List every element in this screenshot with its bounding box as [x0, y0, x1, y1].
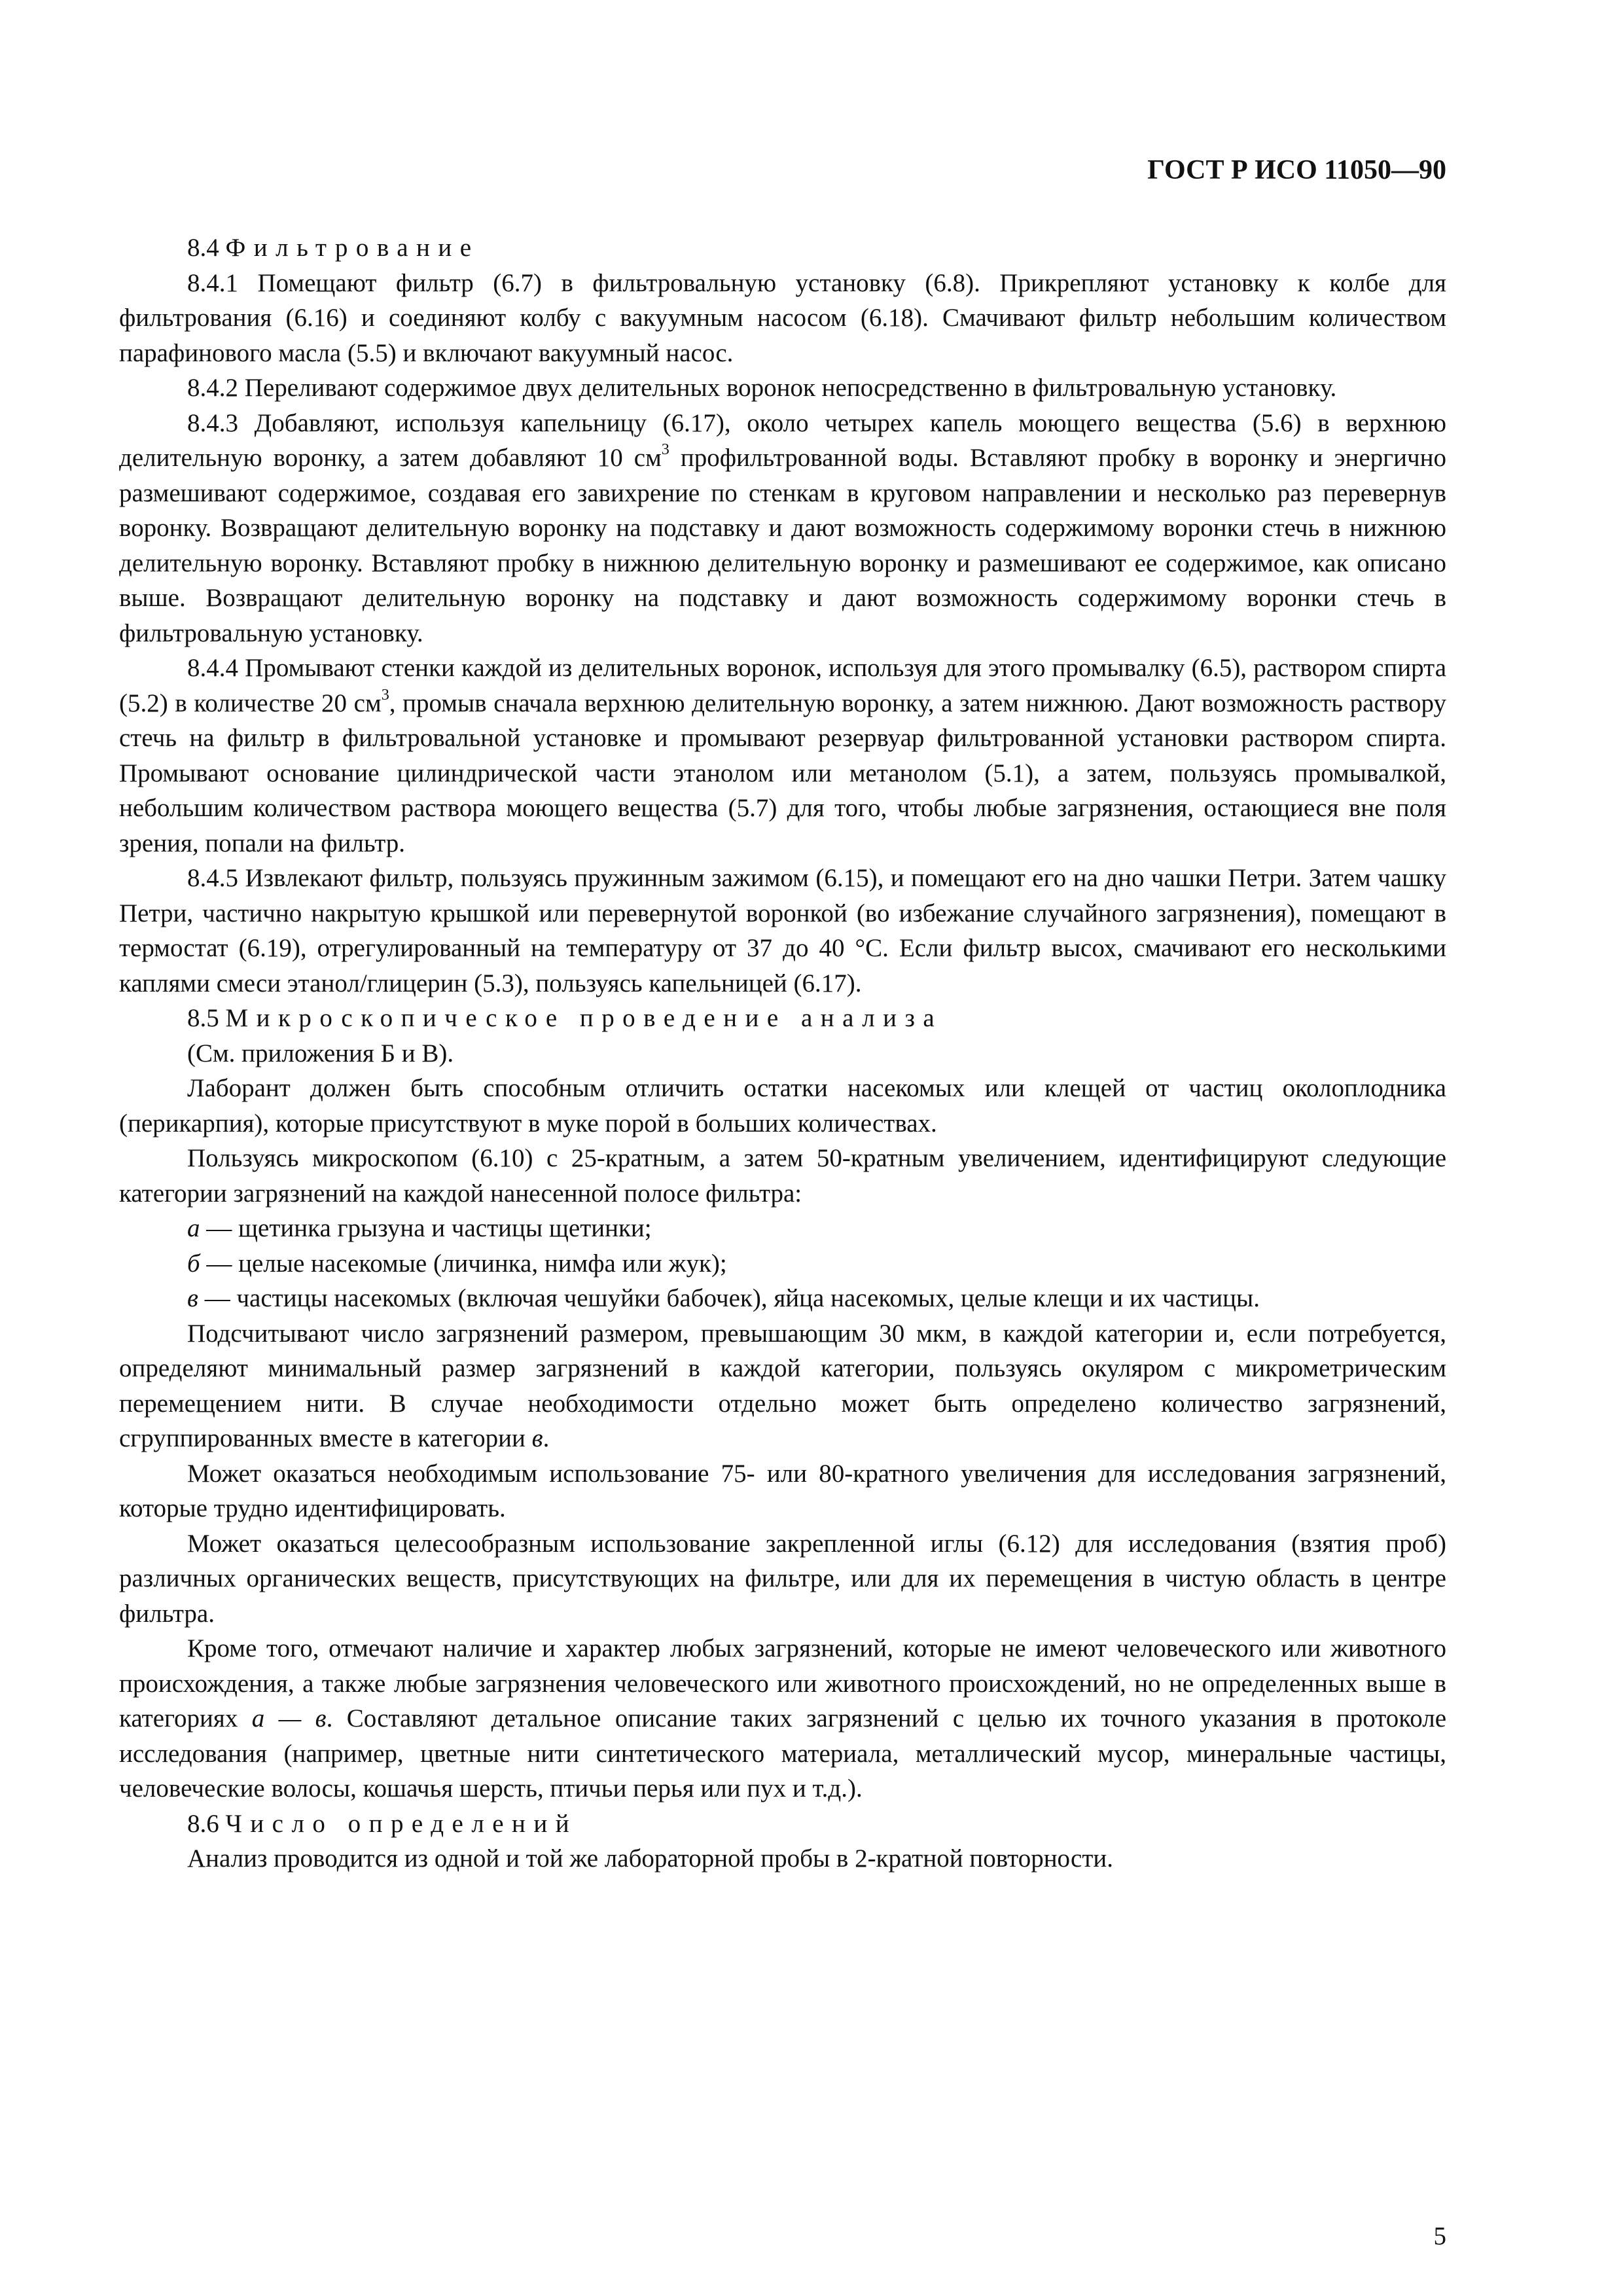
section-title: Микроскопическое проведение анализа — [225, 1004, 943, 1032]
paragraph-text: профильтрованной воды. Вставляют пробку в воронку и энергично размешивают содержимое, создавая его завихрение по стенкам в круговом направлении и несколько раз перевернув воронку. Возвращают делительную воронку на подставку и дают возможность содержимому воронки стечь в нижнюю делительную воронку. Вставляют пробку в нижнюю делительную воронку и размешивают ее содержимое, как описано выше. Возвращают делительную воронку на подставку и дают возможность содержимому воронки стечь в фильтровальную установку. — [119, 444, 1447, 647]
paragraph-8-4-3 — [119, 406, 1446, 651]
paragraph-8-6-1: Анализ проводится из одной и той же лабораторной пробы в 2-кратной повторности. — [187, 1844, 1114, 1873]
list-item-b — [119, 1246, 1446, 1282]
paragraph-8-4-4 — [119, 651, 1446, 861]
document-page — [119, 0, 1446, 2296]
page-number: 5 — [1433, 2222, 1446, 2250]
appendix-reference: (См. приложения Б и В). — [187, 1039, 454, 1067]
section-heading-8-5 — [119, 1001, 1446, 1036]
paragraph-8-5-2: Пользуясь микроскопом (6.10) с 25-кратным, а затем 50-кратным увеличением, идентифицируют следующие категории загрязнений на каждой нанесенной полосе фильтра: — [119, 1144, 1446, 1208]
category-marker: в — [531, 1424, 543, 1452]
document-code-header: ГОСТ Р ИСО 11050—90 — [1147, 155, 1446, 185]
paragraph-8-4-5: 8.4.5 Извлекают фильтр, пользуясь пружинным зажимом (6.15), и помещают его на дно чашки Петри. Затем чашку Петри, частично накрытую крышкой или перевернутой воронкой (во избежание случайного загрязнения), помещают в термостат (6.19), отрегулированный на температуру от 37 до 40 °С. Если фильтр высох, смачивают его несколькими каплями смеси этанол/глицерин (5.3), пользуясь капельницей (6.17). — [119, 864, 1446, 997]
section-title: Фильтрование — [225, 234, 480, 262]
section-heading-8-4 — [119, 230, 1446, 266]
list-marker: в — [187, 1284, 198, 1312]
section-number: 8.5 — [187, 1004, 219, 1032]
paragraph-8-4-1: 8.4.1 Помещают фильтр (6.7) в фильтровальную установку (6.8). Прикрепляют установку к колбе для фильтрования (6.16) и соединяют колбу с вакуумным насосом (6.18). Смачивают фильтр небольшим количеством парафинового масла (5.5) и включают вакуумный насос. — [119, 268, 1446, 367]
list-marker: б — [187, 1249, 200, 1278]
paragraph-8-5-5: Может оказаться целесообразным использование закрепленной иглы (6.12) для исследования (взятия проб) различных органических веществ, присутствующих на фильтре, или для их перемещения в чистую область в центре фильтра. — [119, 1529, 1446, 1628]
paragraph-8-5-6 — [119, 1631, 1446, 1806]
section-number: 8.6 — [187, 1809, 219, 1838]
category-marker: а — в — [251, 1704, 327, 1732]
paragraph-text: 8.4.4 Промывают стенки каждой из делительных воронок, используя для этого промывалку (6.5), раствором спирта (5.2) в количестве 20 см — [119, 654, 1446, 717]
section-title: Число определений — [225, 1809, 578, 1838]
list-item-a — [119, 1211, 1446, 1246]
paragraph-8-5-1: Лаборант должен быть способным отличить остатки насекомых или клещей от частиц околоплодника (перикарпия), которые присутствуют в муке порой в больших количествах. — [119, 1074, 1446, 1138]
paragraph-8-4-2: 8.4.2 Переливают содержимое двух делительных воронок непосредственно в фильтровальную установку. — [187, 374, 1337, 402]
paragraph-text: 8.4.3 Добавляют, используя капельницу (6.17), около четырех капель моющего вещества (5.6) в верхнюю делительную воронку, а затем добавляют 10 см — [119, 408, 1446, 472]
superscript: 3 — [381, 685, 389, 704]
paragraph-text: . Составляют детальное описание таких загрязнений с целью их точного указания в протоколе исследования (например, цветные нити синтетического материала, металлический мусор, минеральные частицы, человеческие волосы, кошачья шерсть, птичьи перья или пух и т.д.). — [119, 1704, 1446, 1803]
section-heading-8-6 — [119, 1806, 1446, 1842]
paragraph-text: Подсчитывают число загрязнений размером, превышающим 30 мкм, в каждой категории и, если потребуется, определяют минимальный размер загрязнений в каждой категории, пользуясь окуляром с микрометрическим перемещением нити. В случае необходимости отдельно может быть определено количество загрязнений, сгруппированных вместе в категории — [119, 1319, 1446, 1452]
paragraph-8-5-4: Может оказаться необходимым использование 75- или 80-кратного увеличения для исследования загрязнений, которые трудно идентифицировать. — [119, 1459, 1446, 1522]
list-item-text: — щетинка грызуна и частицы щетинки; — [200, 1214, 652, 1242]
section-number: 8.4 — [187, 234, 219, 262]
document-body — [119, 230, 1446, 1876]
list-item-text: — целые насекомые (личинка, нимфа или жук); — [200, 1249, 727, 1278]
superscript: 3 — [661, 440, 669, 458]
list-item-v — [119, 1281, 1446, 1316]
list-item-text: — частицы насекомых (включая чешуйки бабочек), яйца насекомых, целые клещи и их частицы. — [198, 1284, 1260, 1312]
paragraph-8-5-3 — [119, 1316, 1446, 1456]
list-marker: а — [187, 1214, 200, 1242]
paragraph-text: , промыв сначала верхнюю делительную воронку, а затем нижнюю. Дают возможность раствору стечь на фильтр в фильтровальной установке и промывают резервуар фильтрованной установки раствором спирта. Промывают основание цилиндрической части этанолом или метанолом (5.1), а затем, пользуясь промывалкой, небольшим количеством раствора моющего вещества (5.7) для того, чтобы любые загрязнения, остающиеся вне поля зрения, попали на фильтр. — [119, 689, 1446, 857]
paragraph-text: . — [543, 1424, 550, 1452]
paragraph-text: Кроме того, отмечают наличие и характер любых загрязнений, которые не имеют человеческого или животного происхождения, а также любые загрязнения человеческого или животного происхождений, но не определенных выше в категориях — [119, 1634, 1446, 1732]
